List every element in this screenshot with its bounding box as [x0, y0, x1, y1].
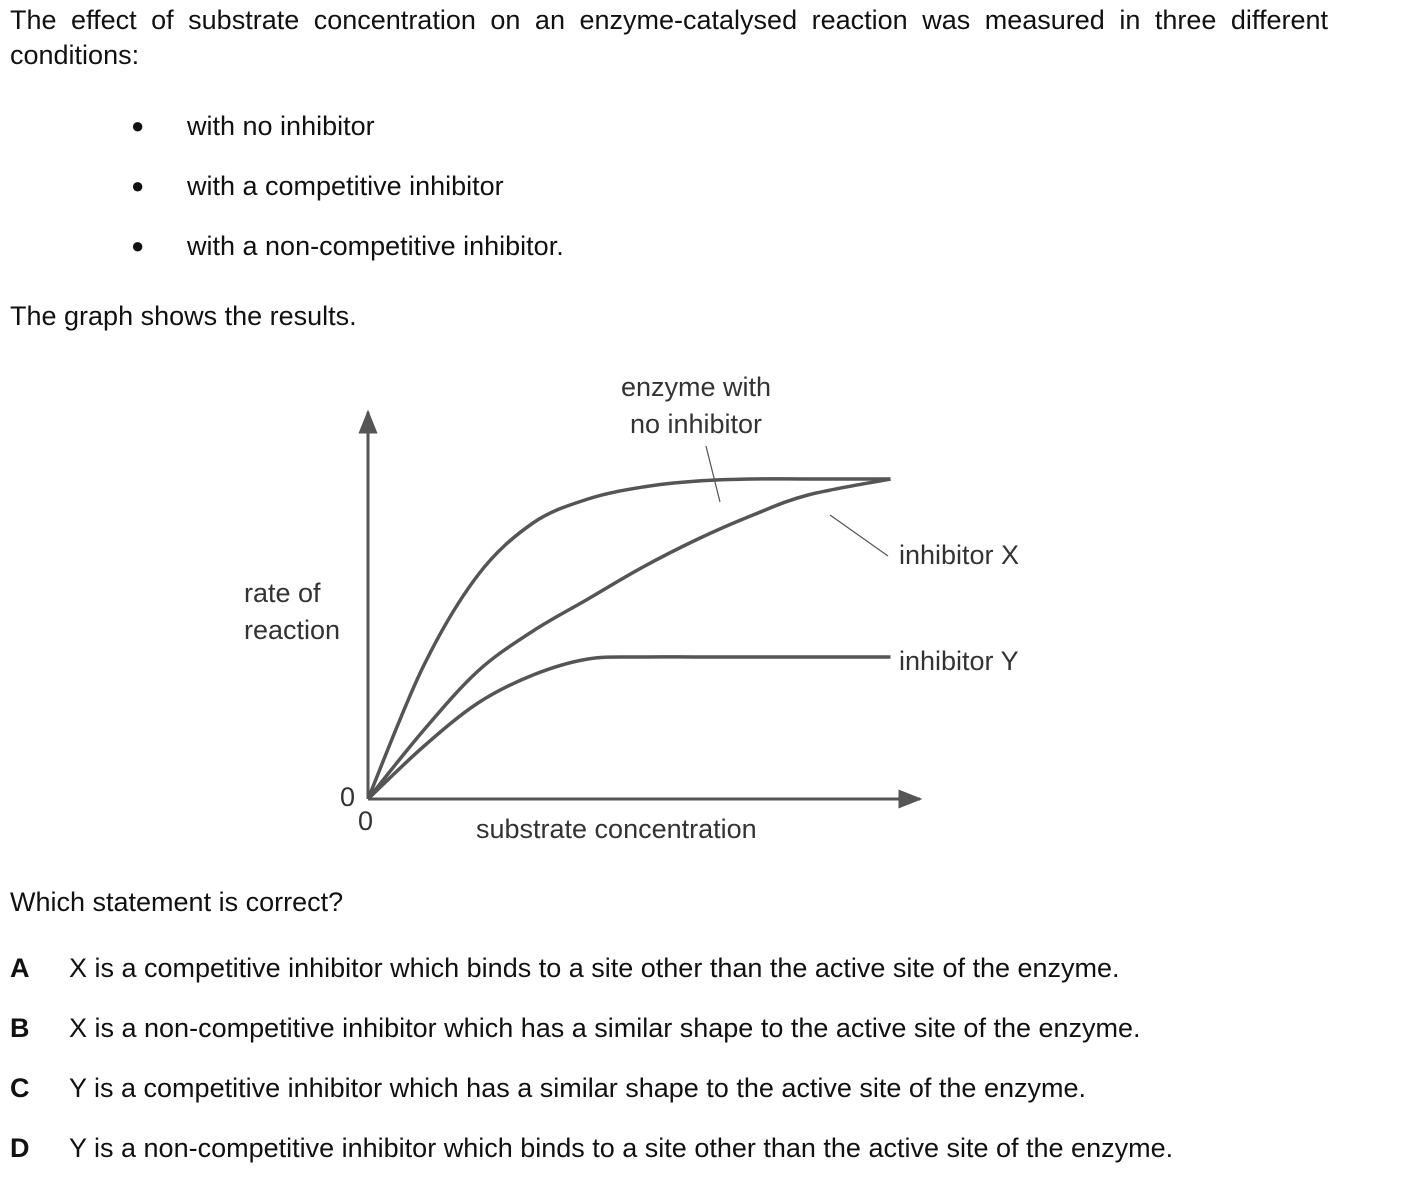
y-axis-label-line2: reaction: [244, 615, 341, 645]
option-letter: D: [10, 1133, 30, 1163]
bullet-icon: ●: [131, 113, 145, 138]
x-origin-label: 0: [358, 806, 374, 836]
inhibitor-y-curve: [368, 657, 891, 799]
no-inhibitor-label-line1: enzyme with: [620, 372, 772, 402]
bullet-icon: ●: [131, 173, 145, 198]
no-inhibitor-leader-line: [706, 446, 720, 502]
intro-text: The effect of substrate concentration on an enzyme-catalysed reaction was measured in three different conditions:: [10, 5, 1328, 70]
y-axis-label-line1: rate of: [244, 578, 321, 608]
inhibitor-x-curve: [368, 479, 891, 799]
condition-text: with a non-competitive inhibitor.: [187, 231, 564, 261]
option-letter: C: [10, 1073, 30, 1103]
inhibitor-x-label: inhibitor X: [899, 540, 1020, 570]
question-text: Which statement is correct?: [10, 887, 344, 917]
condition-text: with a competitive inhibitor: [187, 171, 504, 201]
option-text: Y is a non-competitive inhibitor which binds to a site other than the active site of the enzyme.: [69, 1133, 1174, 1163]
option-letter: B: [10, 1013, 30, 1043]
option-letter: A: [10, 953, 30, 983]
graph-intro-text: The graph shows the results.: [10, 301, 357, 331]
x-axis-label: substrate concentration: [476, 814, 757, 844]
option-text: Y is a competitive inhibitor which has a similar shape to the active site of the enzyme.: [69, 1073, 1086, 1103]
bullet-icon: ●: [131, 233, 145, 258]
no-inhibitor-label-line2: no inhibitor: [629, 409, 763, 439]
inhibitor-y-label: inhibitor Y: [899, 646, 1019, 676]
condition-text: with no inhibitor: [187, 111, 375, 141]
option-text: X is a competitive inhibitor which binds to a site other than the active site of the enzyme.: [69, 953, 1120, 983]
no-inhibitor-curve: [368, 479, 891, 799]
option-text: X is a non-competitive inhibitor which has a similar shape to the active site of the enzyme.: [69, 1013, 1141, 1043]
inhibitor-x-leader-line: [830, 515, 888, 556]
y-origin-label: 0: [340, 782, 356, 812]
